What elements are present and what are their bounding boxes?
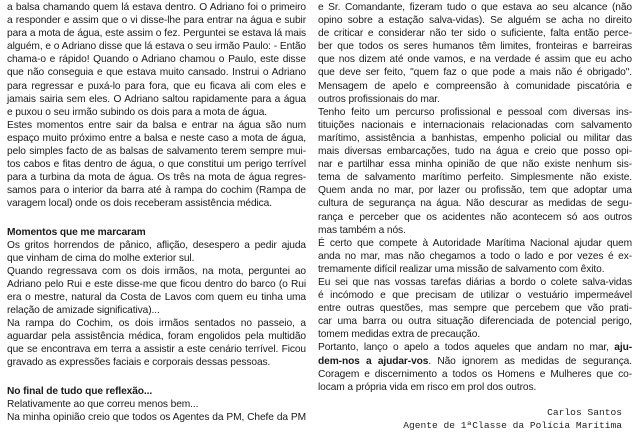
text-span: Portanto, lanço o apelo a todos aqueles que andam no mar, (318, 342, 615, 354)
paragraph-gap (7, 211, 306, 224)
text-line: pelo simples facto de as balsas de salvamento terem sempre mui- (7, 146, 306, 158)
text-line: Estes momentos entre sair da balsa e entrar na água são num (7, 119, 306, 131)
text-line: tema de salvamento marítimo perfeito. Simplesmente não existe. (318, 172, 632, 184)
text-line: entre outras questões, mas sempre que percebem que vão prati- (318, 303, 632, 315)
text-line: Coragem e discernimento a todos os Homens e Mulheres que co- (318, 368, 632, 380)
text-line: car uma barra ou outra situação diferenciada de potencial perigo, (318, 316, 632, 328)
text-line: marítimo, assistência a banhistas, empenho policial ou militar das (318, 132, 632, 144)
text-line: Mensagem de apelo e compreensão à comunidade piscatória e (318, 80, 632, 92)
text-line: a responder e assim que o vi disse-lhe para entrar na água e subir (7, 15, 306, 27)
text-line: Os gritos horrendos de pânico, aflição, desespero a pedir ajuda (7, 239, 306, 251)
text-line (318, 341, 632, 354)
text-line: locam a própria vida em risco em prol dos outros. (318, 381, 537, 393)
text-line: para regressar e puxá-lo para fora, que eu ficava ali com eles e (7, 80, 306, 92)
text-line: que vinham de cima do molhe exterior sul. (7, 252, 195, 264)
text-line: outros profissionais do mar. (318, 93, 440, 105)
text-line: É certo que compete à Autoridade Marítima Nacional ajudar quem (318, 237, 632, 249)
text-line: para a mota de água, este assim o fez. Perguntei se estava lá mais (7, 28, 306, 40)
section-heading: Momentos que me marcaram (7, 226, 146, 238)
text-line: Na rampa do Cochim, os dois irmãos sentados no passeio, a (7, 318, 306, 330)
text-line: que não conseguia e que estava muito cansado. Instrui o Adriano (7, 67, 306, 79)
text-line: varagem local) onde os dois receberam assistência médica. (7, 198, 272, 210)
emphasis-text: dem-nos a ajudar-vos (318, 355, 429, 367)
text-line: aguardar pela assistência médica, foram engolidos pela multidão (7, 331, 306, 343)
text-line: era o mestre, natural da Costa de Lavos com quem eu tinha uma (7, 291, 306, 303)
text-line: opino sobre a estação salva-vidas). Se alguém se acha no direito (318, 15, 632, 27)
text-span: . Não ignorem as medidas de segurança. (428, 355, 632, 367)
text-line: gravado as expressões faciais e corporais dessas pessoas. (7, 357, 271, 369)
text-line: Adriano pelo Rui e este disse-me que ficou dentro do barco (o Rui (7, 278, 306, 290)
text-line: que se encontrava em terra a assistir a este cenário terrível. Ficou (7, 344, 306, 356)
text-line: tos cabos e fitas dentro de água, o que constitui um perigo terrível (7, 159, 306, 171)
article-column-right (318, 1, 632, 394)
text-line: de criticar e considerar não ter sido o suficiente, falta então perce- (318, 28, 632, 40)
text-line: Relativamente ao que correu menos bem... (7, 398, 199, 410)
emphasis-text: aju- (614, 342, 632, 354)
section-heading: No final de tudo que reflexão... (7, 385, 153, 397)
article-column-left (7, 1, 306, 424)
text-line: tituições nacionais e internacionais relacionadas com salvamento (318, 119, 632, 131)
text-line (318, 355, 632, 368)
text-line: e puxou o seu irmão subindo os dois para a mota de água. (7, 106, 268, 118)
text-line: para a turbina da mota de água. Os três na mota de água regres- (7, 172, 306, 184)
text-line: e Sr. Comandante, fizeram tudo o que estava ao seu alcance (não (318, 2, 632, 13)
text-line: Na minha opinião creio que todos os Agentes da PM, Chefe da PM (7, 411, 306, 423)
paragraph-gap (7, 370, 306, 383)
text-line: chama-o e rápido! Quando o Adriano chamou o Paulo, este disse (7, 54, 306, 66)
text-line: que deve ser feito, "quem faz o que pode a mais não é obrigado". (318, 67, 632, 79)
author-role: Agente de 1ªClasse da Polícia Marítima (403, 419, 622, 431)
text-line: Tenho feito um percurso profissional e pessoal com diversas ins- (318, 106, 632, 118)
text-line: é incómodo e que precisam de utilizar o vestuário impermeável (318, 290, 632, 302)
text-line: Quando regressava com os dois irmãos, na mota, perguntei ao (7, 265, 306, 277)
signature-block (403, 407, 622, 432)
text-line: nar e partilhar essa minha opinião de que não existe nenhum sis- (318, 159, 632, 171)
text-line: Quem anda no mar, por lazer ou profissão, tem que adoptar uma (318, 185, 632, 197)
text-line: jamais sairia sem eles. O Adriano saltou rapidamente para a água (7, 93, 306, 105)
author-name: Carlos Santos (547, 407, 622, 418)
text-line: mais diversas embarcações, tudo na água e creio que posso opi- (318, 146, 632, 158)
text-line: relação de amizade significativa)... (7, 305, 160, 317)
text-line: a balsa chamando quem lá estava dentro. O Adriano foi o primeiro (7, 2, 306, 13)
text-line: mas também a nós. (318, 224, 406, 236)
text-line: ber que todos os seres humanos têm limites, fronteiras e barreiras (318, 41, 632, 53)
text-line: rança e perceber que os acidentes não acontecem só aos outros (318, 211, 632, 223)
text-line: espaço muito próximo entre a balsa e neste caso a mota de água, (7, 132, 306, 144)
text-line: tremamente difícil realizar uma missão de salvamento com êxito. (318, 263, 605, 275)
text-line: samos para o interior da barra até à rampa do cochim (Rampa de (7, 185, 306, 197)
text-line: tomem medidas extra de precaução. (318, 329, 481, 341)
text-line: que nos dizem até onde vamos, e na verdade é assim que eu acho (318, 54, 632, 66)
text-line: anda no mar, mas não chegamos a todo o lado e por vezes é ex- (318, 250, 632, 262)
text-line: Eu sei que nas vossas tarefas diárias a bordo o colete salva-vidas (318, 276, 632, 288)
text-line: cultura de segurança na água. Não descurar as medidas de segu- (318, 198, 632, 210)
text-line: alguém, e o Adriano disse que lá estava o seu irmão Paulo: - Então (7, 41, 306, 53)
